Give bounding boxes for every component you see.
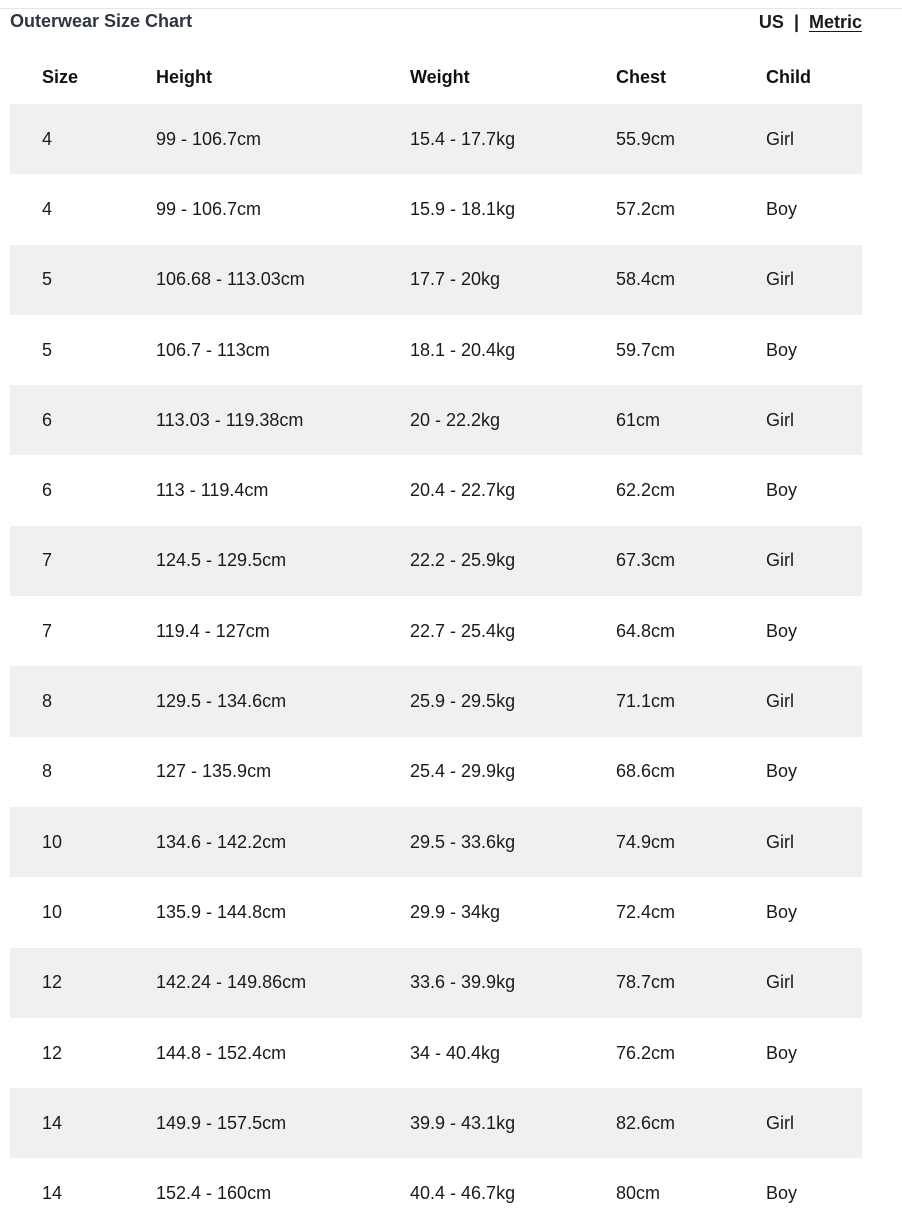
cell-size: 5 xyxy=(42,339,53,360)
cell-weight: 20 - 22.2kg xyxy=(410,385,616,455)
table-row xyxy=(10,174,862,244)
table-row xyxy=(10,455,862,525)
cell-height: 113 - 119.4cm xyxy=(156,480,269,501)
cell-child: Boy xyxy=(766,339,798,360)
cell-height: 99 - 106.7cm xyxy=(156,198,262,219)
cell-chest: 78.7cm xyxy=(616,948,766,1018)
cell-weight: 25.9 - 29.5kg xyxy=(410,666,616,736)
table-row xyxy=(10,385,862,455)
cell-chest: 82.6cm xyxy=(616,1088,766,1158)
table-header-row xyxy=(10,50,862,104)
cell-child: Boy xyxy=(766,480,798,501)
cell-height: 106.68 - 113.03cm xyxy=(156,245,410,315)
cell-size: 14 xyxy=(42,1183,63,1204)
cell-size: 8 xyxy=(10,666,156,736)
cell-child: Boy xyxy=(766,901,798,922)
cell-chest: 76.2cm xyxy=(616,1042,676,1063)
cell-weight: 34 - 40.4kg xyxy=(410,1042,501,1063)
unit-metric-link[interactable]: Metric xyxy=(808,12,862,32)
cell-height: 135.9 - 144.8cm xyxy=(156,901,287,922)
page-title: Outerwear Size Chart xyxy=(10,11,193,31)
cell-chest: 71.1cm xyxy=(616,666,766,736)
table-row xyxy=(10,315,862,385)
cell-weight: 25.4 - 29.9kg xyxy=(410,761,516,782)
cell-child: Girl xyxy=(766,245,862,315)
table-row xyxy=(10,948,862,1018)
cell-child: Girl xyxy=(766,104,862,174)
cell-chest: 58.4cm xyxy=(616,245,766,315)
cell-size: 4 xyxy=(10,104,156,174)
size-chart-header xyxy=(10,9,862,35)
cell-chest: 57.2cm xyxy=(616,198,676,219)
cell-height: 149.9 - 157.5cm xyxy=(156,1088,410,1158)
column-header-size: Size xyxy=(42,66,79,87)
cell-height: 142.24 - 149.86cm xyxy=(156,948,410,1018)
cell-weight: 15.4 - 17.7kg xyxy=(410,104,616,174)
cell-chest: 74.9cm xyxy=(616,807,766,877)
table-row xyxy=(10,1018,862,1088)
cell-height: 144.8 - 152.4cm xyxy=(156,1042,287,1063)
cell-size: 10 xyxy=(10,807,156,877)
cell-size: 12 xyxy=(42,1042,63,1063)
cell-weight: 15.9 - 18.1kg xyxy=(410,198,516,219)
cell-height: 106.7 - 113cm xyxy=(156,339,270,360)
cell-size: 10 xyxy=(42,901,63,922)
cell-child: Girl xyxy=(766,385,862,455)
column-header-child: Child xyxy=(766,66,811,87)
cell-child: Boy xyxy=(766,198,798,219)
cell-height: 127 - 135.9cm xyxy=(156,761,272,782)
cell-weight: 17.7 - 20kg xyxy=(410,245,616,315)
unit-us-link[interactable]: US xyxy=(758,12,784,32)
cell-size: 6 xyxy=(42,480,53,501)
size-chart-table xyxy=(10,50,862,1229)
column-header-weight: Weight xyxy=(410,66,470,87)
cell-height: 119.4 - 127cm xyxy=(156,620,270,641)
cell-child: Boy xyxy=(766,1042,798,1063)
unit-toggle xyxy=(759,9,862,35)
cell-height: 129.5 - 134.6cm xyxy=(156,666,410,736)
table-row xyxy=(10,526,862,596)
cell-chest: 64.8cm xyxy=(616,620,676,641)
table-row xyxy=(10,666,862,736)
table-body xyxy=(10,104,862,1229)
cell-chest: 61cm xyxy=(616,385,766,455)
cell-chest: 80cm xyxy=(616,1183,661,1204)
cell-size: 7 xyxy=(10,526,156,596)
cell-child: Girl xyxy=(766,1088,862,1158)
cell-weight: 18.1 - 20.4kg xyxy=(410,339,516,360)
cell-size: 12 xyxy=(10,948,156,1018)
cell-chest: 55.9cm xyxy=(616,104,766,174)
cell-height: 124.5 - 129.5cm xyxy=(156,526,410,596)
table-row xyxy=(10,877,862,947)
column-header-height: Height xyxy=(156,66,212,87)
cell-child: Boy xyxy=(766,761,798,782)
cell-height: 113.03 - 119.38cm xyxy=(156,385,410,455)
table-row xyxy=(10,596,862,666)
cell-size: 8 xyxy=(42,761,53,782)
cell-size: 7 xyxy=(42,620,53,641)
table-row xyxy=(10,737,862,807)
cell-weight: 22.2 - 25.9kg xyxy=(410,526,616,596)
unit-separator: | xyxy=(793,12,799,32)
cell-height: 99 - 106.7cm xyxy=(156,104,410,174)
table-row xyxy=(10,1088,862,1158)
table-row xyxy=(10,245,862,315)
cell-chest: 62.2cm xyxy=(616,480,676,501)
cell-weight: 39.9 - 43.1kg xyxy=(410,1088,616,1158)
cell-size: 4 xyxy=(42,198,53,219)
cell-weight: 40.4 - 46.7kg xyxy=(410,1183,516,1204)
cell-child: Boy xyxy=(766,1183,798,1204)
cell-child: Girl xyxy=(766,807,862,877)
cell-weight: 22.7 - 25.4kg xyxy=(410,620,516,641)
cell-height: 134.6 - 142.2cm xyxy=(156,807,410,877)
cell-child: Girl xyxy=(766,948,862,1018)
cell-weight: 29.5 - 33.6kg xyxy=(410,807,616,877)
table-row xyxy=(10,807,862,877)
cell-child: Boy xyxy=(766,620,798,641)
cell-size: 14 xyxy=(10,1088,156,1158)
cell-weight: 29.9 - 34kg xyxy=(410,901,501,922)
table-row xyxy=(10,1158,862,1228)
cell-chest: 68.6cm xyxy=(616,761,676,782)
cell-chest: 72.4cm xyxy=(616,901,676,922)
cell-weight: 33.6 - 39.9kg xyxy=(410,948,616,1018)
cell-chest: 67.3cm xyxy=(616,526,766,596)
table-row xyxy=(10,104,862,174)
cell-chest: 59.7cm xyxy=(616,339,676,360)
cell-child: Girl xyxy=(766,526,862,596)
cell-child: Girl xyxy=(766,666,862,736)
cell-weight: 20.4 - 22.7kg xyxy=(410,480,516,501)
column-header-chest: Chest xyxy=(616,66,667,87)
cell-height: 152.4 - 160cm xyxy=(156,1183,272,1204)
cell-size: 5 xyxy=(10,245,156,315)
cell-size: 6 xyxy=(10,385,156,455)
